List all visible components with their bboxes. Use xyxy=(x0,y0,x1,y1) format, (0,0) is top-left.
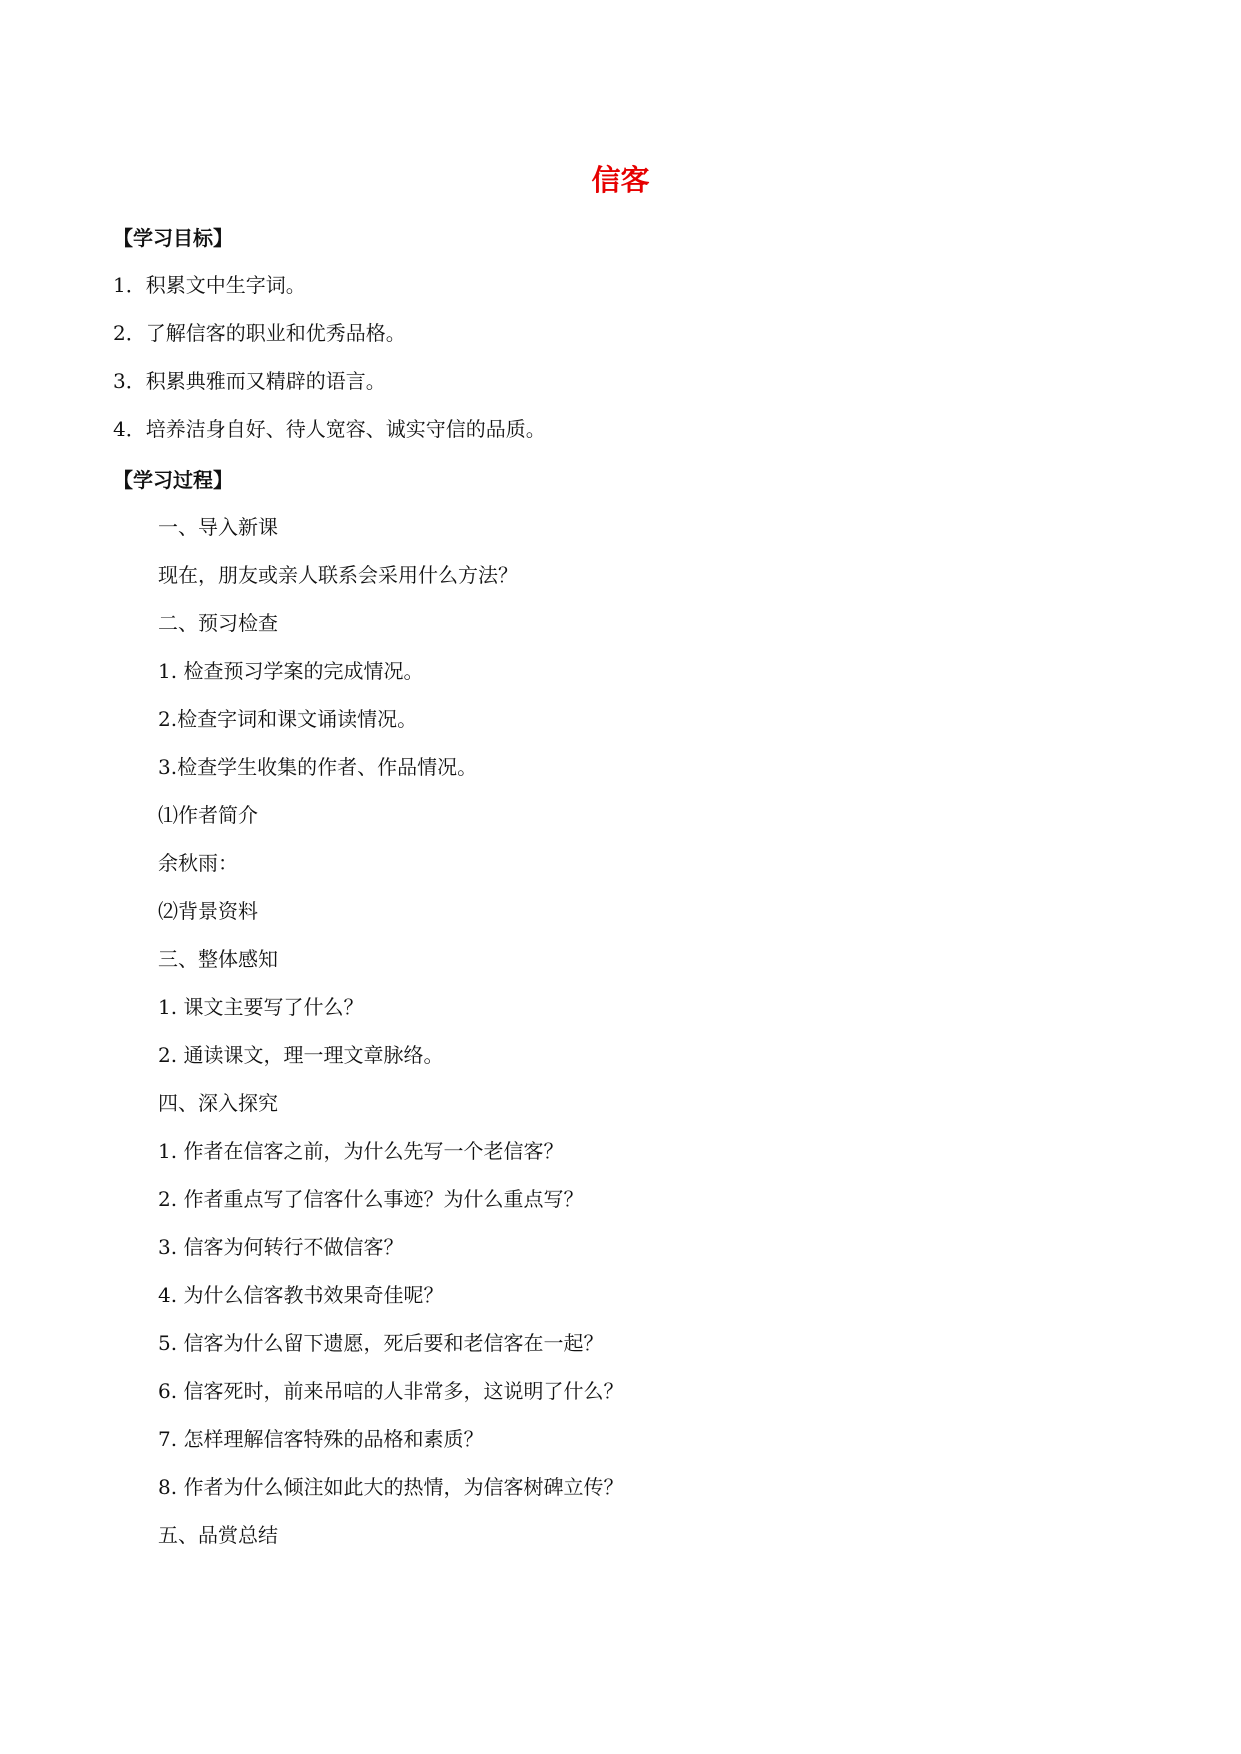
section-heading-preview: 二、预习检查 xyxy=(158,611,278,635)
process-line: 余秋雨： xyxy=(158,851,238,875)
process-line: 2. 通读课文，理一理文章脉络。 xyxy=(158,1043,444,1067)
process-line: 6. 信客死时，前来吊唁的人非常多，这说明了什么？ xyxy=(158,1379,624,1403)
process-heading: 【学习过程】 xyxy=(113,468,233,492)
section-heading-summary: 五、品赏总结 xyxy=(158,1523,278,1547)
process-line: 8. 作者为什么倾注如此大的热情，为信客树碑立传？ xyxy=(158,1475,624,1499)
objective-item: 3．积累典雅而又精辟的语言。 xyxy=(113,369,386,393)
section-heading-intro: 一、导入新课 xyxy=(158,515,278,539)
process-line: 4. 为什么信客教书效果奇佳呢？ xyxy=(158,1283,444,1307)
section-heading-explore: 四、深入探究 xyxy=(158,1091,278,1115)
process-line: 2.检查字词和课文诵读情况。 xyxy=(158,707,418,731)
process-line: ⑴作者简介 xyxy=(158,803,258,827)
process-line: 2. 作者重点写了信客什么事迹？为什么重点写？ xyxy=(158,1187,584,1211)
process-line: 7. 怎样理解信客特殊的品格和素质？ xyxy=(158,1427,484,1451)
objective-item: 1．积累文中生字词。 xyxy=(113,273,306,297)
process-line: 3.检查学生收集的作者、作品情况。 xyxy=(158,755,478,779)
objectives-heading: 【学习目标】 xyxy=(113,226,233,250)
section-heading-overall: 三、整体感知 xyxy=(158,947,278,971)
process-line: 5. 信客为什么留下遗愿，死后要和老信客在一起？ xyxy=(158,1331,604,1355)
process-line: 3. 信客为何转行不做信客？ xyxy=(158,1235,404,1259)
process-line: 1. 作者在信客之前，为什么先写一个老信客？ xyxy=(158,1139,564,1163)
objective-item: 4．培养洁身自好、待人宽容、诚实守信的品质。 xyxy=(113,417,546,441)
process-line: ⑵背景资料 xyxy=(158,899,258,923)
process-line: 1. 检查预习学案的完成情况。 xyxy=(158,659,424,683)
document-title: 信客 xyxy=(591,163,650,197)
objective-item: 2．了解信客的职业和优秀品格。 xyxy=(113,321,406,345)
process-line: 1. 课文主要写了什么？ xyxy=(158,995,364,1019)
process-line: 现在，朋友或亲人联系会采用什么方法？ xyxy=(158,563,518,587)
